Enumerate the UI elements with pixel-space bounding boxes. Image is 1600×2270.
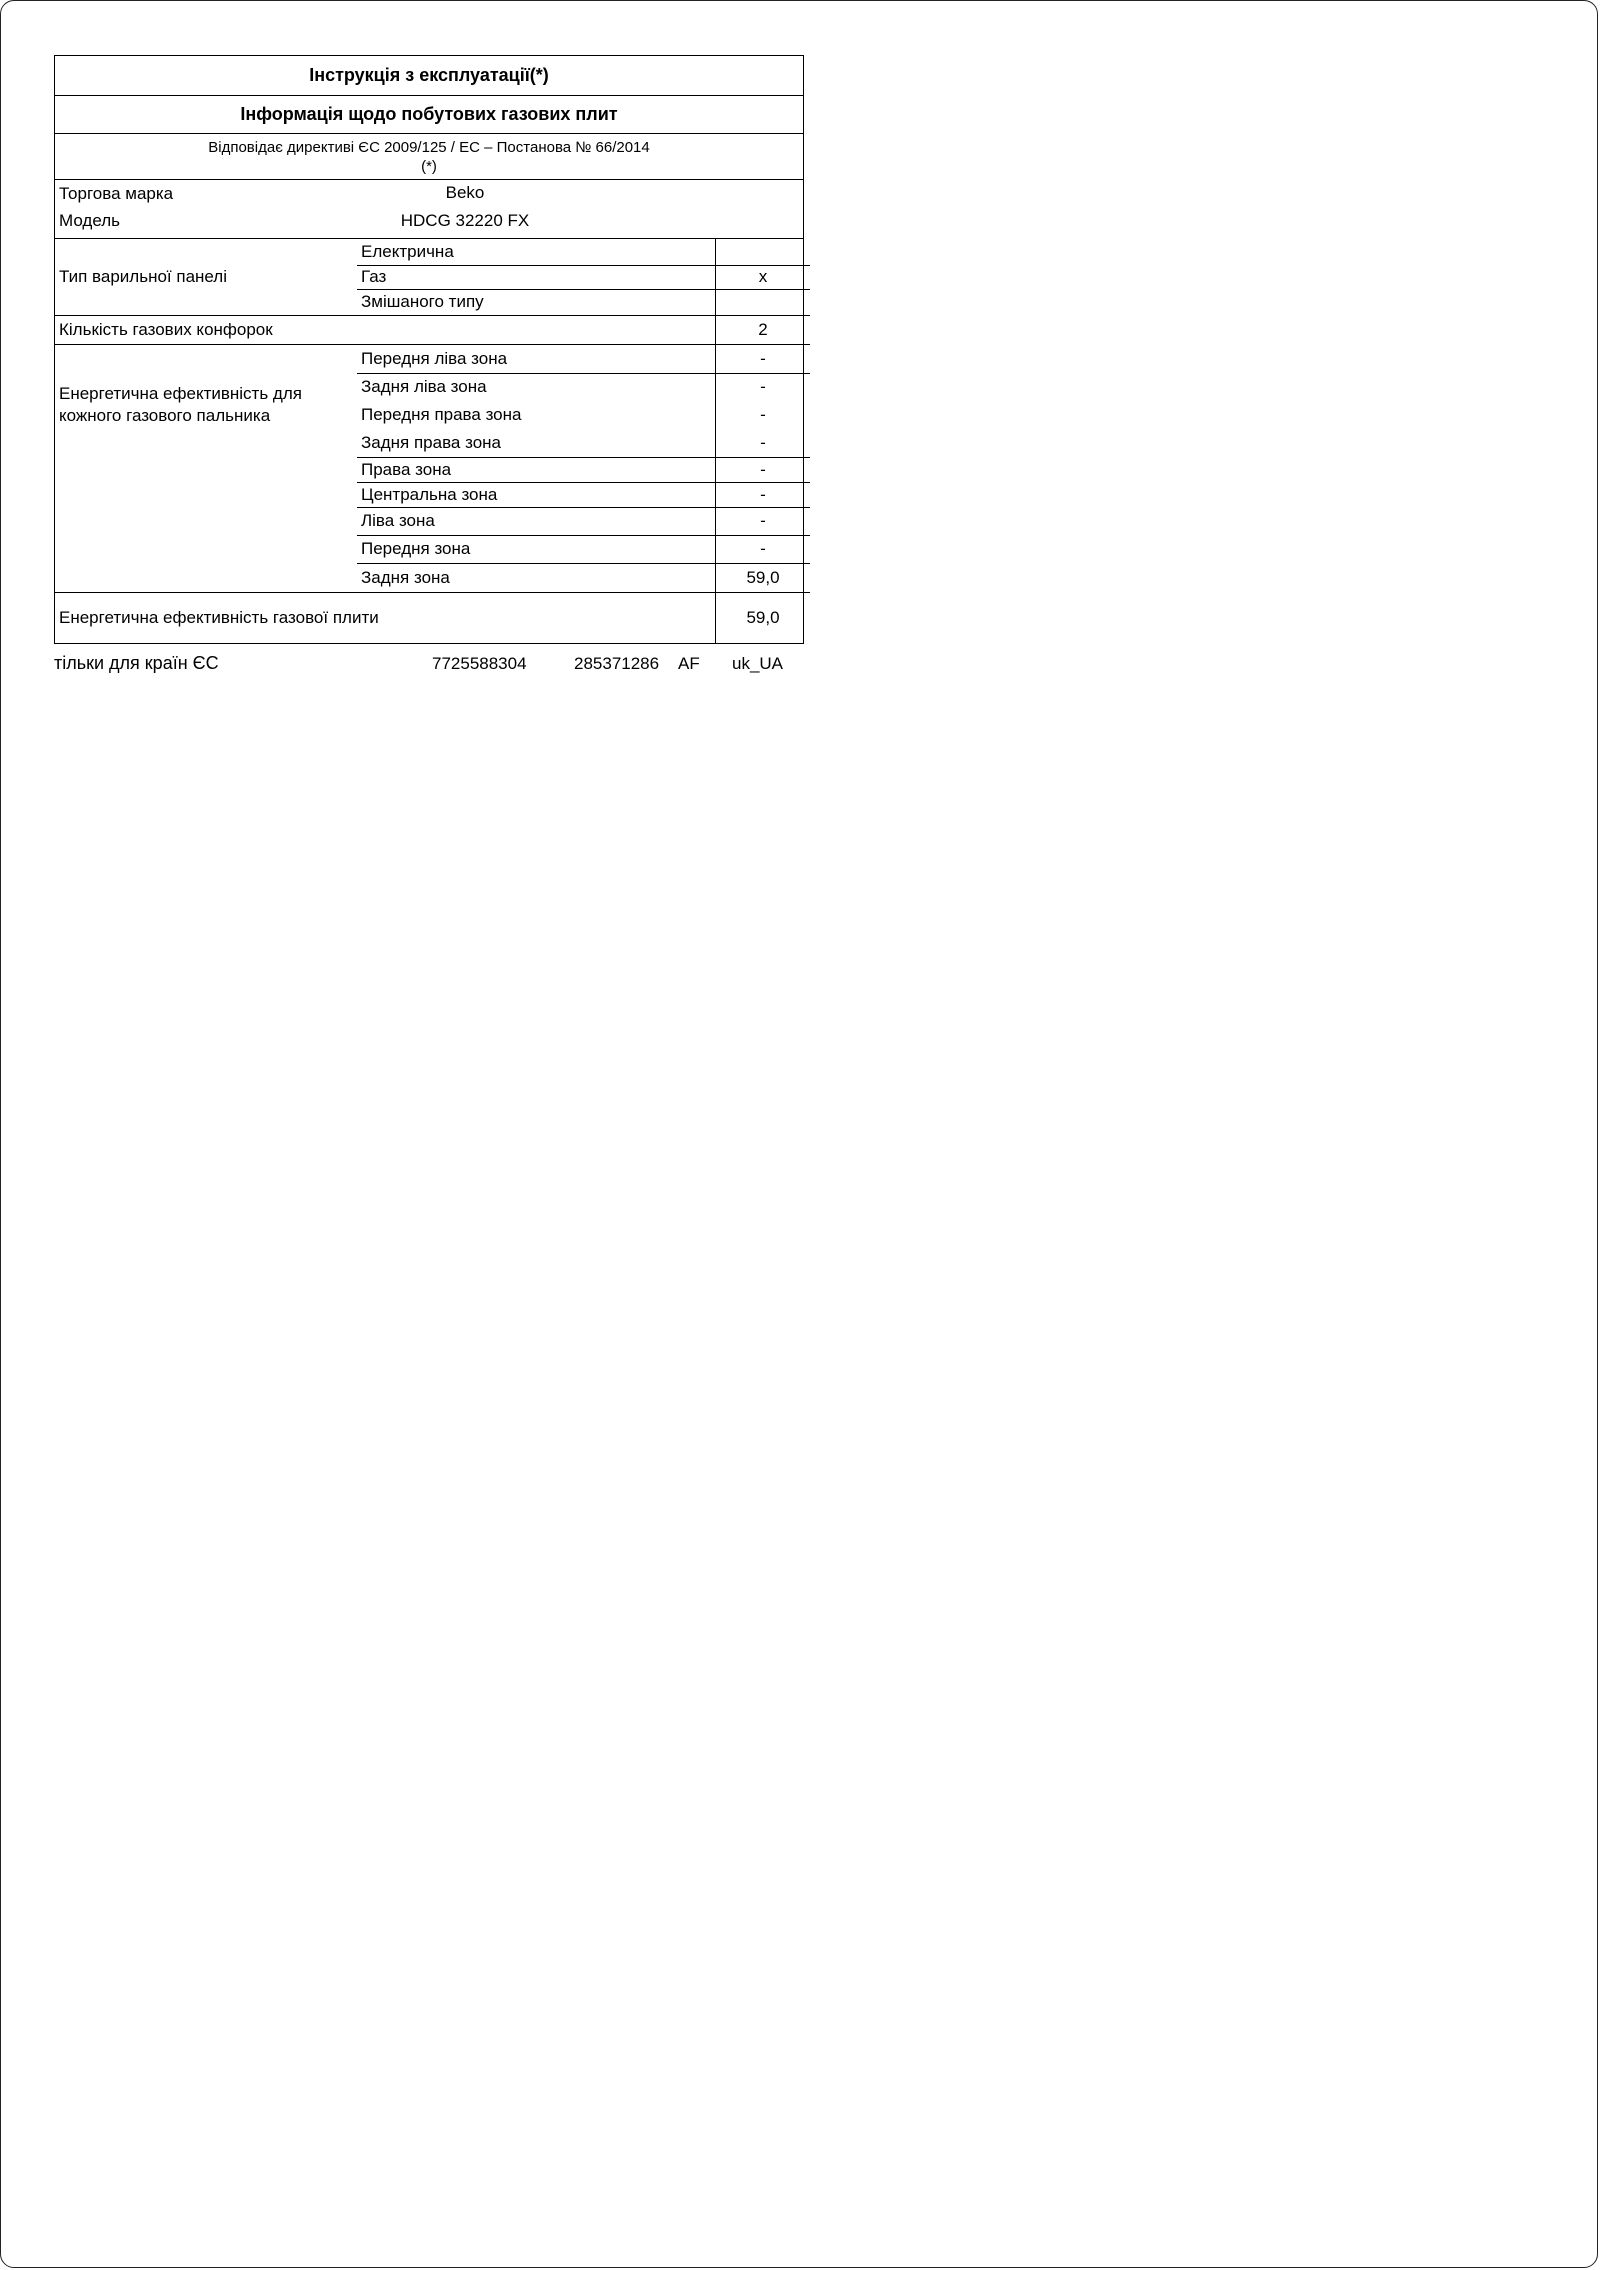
hob-type-option: Змішаного типу bbox=[357, 289, 716, 315]
total-efficiency-label: Енергетична ефективність газової плити bbox=[59, 607, 379, 627]
spec-grid bbox=[55, 239, 810, 643]
zone-value: - bbox=[716, 535, 811, 563]
brand-value: Beko bbox=[445, 183, 485, 202]
zone-name: Центральна зона bbox=[357, 482, 716, 507]
zone-value: - bbox=[716, 344, 811, 373]
hob-type-value: x bbox=[716, 265, 811, 289]
zone-name: Передня ліва зона bbox=[357, 344, 716, 373]
footer bbox=[54, 653, 814, 677]
energy-info-sheet bbox=[54, 55, 804, 644]
burner-efficiency-label: Енергетична ефективність для кожного газового пальника bbox=[55, 344, 357, 592]
code-1: 7725588304 bbox=[432, 654, 527, 673]
zone-value: - bbox=[716, 482, 811, 507]
hob-type-label: Тип варильної панелі bbox=[55, 239, 357, 315]
sheet-subtitle: Інформація щодо побутових газових плит bbox=[55, 96, 803, 134]
burners-count-label: Кількість газових конфорок bbox=[55, 315, 716, 344]
zone-name: Передня зона bbox=[357, 535, 716, 563]
zone-value: 59,0 bbox=[716, 563, 811, 592]
brand-label: Торгова марка bbox=[59, 184, 174, 203]
hob-type-option: Газ bbox=[357, 265, 716, 289]
info-table bbox=[54, 55, 804, 644]
code-3: AF bbox=[678, 654, 700, 673]
model-value: HDCG 32220 FX bbox=[400, 211, 530, 230]
burners-count-value: 2 bbox=[716, 315, 811, 344]
directive-line-2: (*) bbox=[421, 157, 437, 175]
zone-value: - bbox=[716, 507, 811, 535]
zone-name: Права зона bbox=[357, 457, 716, 482]
code-2: 285371286 bbox=[574, 654, 660, 673]
hob-type-option: Електрична bbox=[357, 239, 716, 265]
locale-code: uk_UA bbox=[732, 654, 784, 673]
zone-value: - bbox=[716, 401, 811, 429]
zone-name: Передня права зона bbox=[361, 405, 522, 424]
hob-type-value bbox=[716, 289, 811, 315]
sheet-title: Інструкція з експлуатації(*) bbox=[55, 56, 803, 96]
zone-value: - bbox=[716, 373, 811, 401]
zone-name: Задня права зона bbox=[357, 429, 716, 457]
brand-model-block bbox=[55, 180, 803, 239]
zone-value: - bbox=[716, 457, 811, 482]
region-note: тільки для країн ЄС bbox=[54, 653, 219, 673]
total-efficiency-value: 59,0 bbox=[716, 592, 811, 643]
model-label: Модель bbox=[59, 211, 121, 230]
zone-name: Задня зона bbox=[357, 563, 716, 592]
zone-name: Задня ліва зона bbox=[361, 377, 487, 397]
zone-name: Ліва зона bbox=[357, 507, 716, 535]
directive-line-1: Відповідає директиві ЄС 2009/125 / ЕС – Постанова № 66/2014 bbox=[208, 138, 650, 156]
hob-type-value bbox=[716, 239, 811, 265]
directive-note bbox=[55, 134, 803, 180]
zone-value: - bbox=[716, 429, 811, 457]
